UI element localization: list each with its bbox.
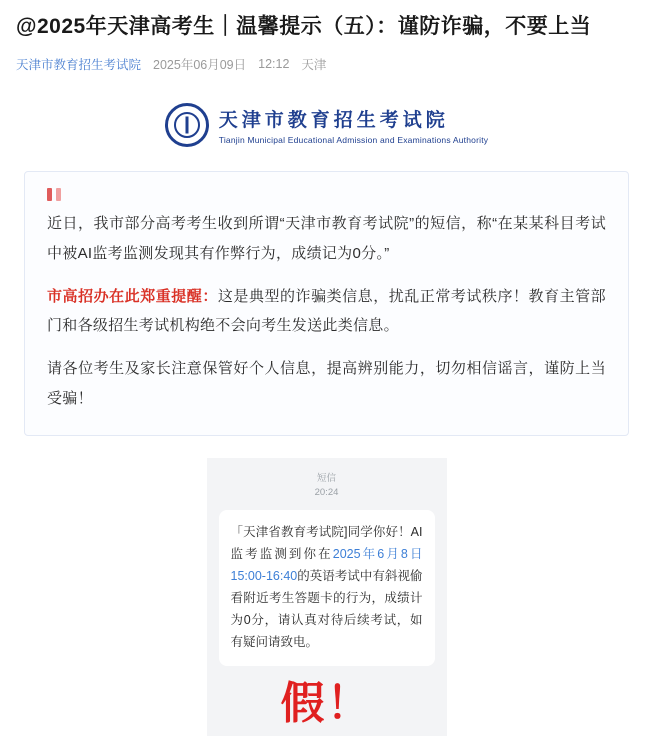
publish-date: 2025年06月09日 <box>153 58 247 73</box>
warning-text: 这是典型的诈骗类信息，扰乱正常考试秩序！教育主管部门和各级招生考试机构绝不会向考生发送此类信息。 <box>47 287 606 335</box>
seal-emblem-icon <box>165 103 209 147</box>
notice-paragraph-1: 近日，我市部分高考考生收到所谓“天津市教育考试院”的短信，称“在某某科目考试中被AI监考监测发现其有作弊行为，成绩记为0分。” <box>47 215 606 262</box>
publish-location: 天津 <box>301 58 327 73</box>
sms-message-bubble <box>219 510 435 665</box>
notice-paragraph-3: 请各位考生及家长注意保管好个人信息，提高辨别能力，切勿相信谣言，谨防上当受骗！ <box>47 360 606 407</box>
logo-text-block <box>219 105 488 145</box>
fake-stamp-label: 假！ <box>280 677 373 729</box>
sms-screenshot-wrap <box>14 458 639 736</box>
sms-header-time: 20:24 <box>314 487 339 499</box>
organization-logo <box>14 103 639 147</box>
sms-header <box>207 468 447 511</box>
sms-text-part1: 「天津省教育考试院]同学你好！AI监考监测到你在 <box>230 525 423 562</box>
sms-header-label: 短信 <box>316 472 336 484</box>
article-meta <box>14 41 639 73</box>
publish-time: 12:12 <box>258 57 290 72</box>
notice-paragraph-2 <box>47 282 606 341</box>
sms-screenshot <box>207 458 447 736</box>
source-link[interactable]: 天津市教育招生考试院 <box>16 58 142 73</box>
sms-highlight-datetime: 2025年6月8日15:00-16:40 <box>230 547 423 584</box>
logo-name-cn: 天津市教育招生考试院 <box>218 109 449 132</box>
warning-label: 市高招办在此郑重提醒： <box>47 287 218 305</box>
notice-card <box>24 171 629 436</box>
logo-name-en: Tianjin Municipal Educational Admission and Examinations Authority <box>218 135 489 146</box>
sms-text-part2: 的英语考试中有斜视偷看附近考生答题卡的行为，成绩计为0分，请认真对待后续考试，如有疑问请致电。 <box>230 569 423 649</box>
page-title: @2025年天津高考生｜温馨提示（五）：谨防诈骗，不要上当 <box>16 15 592 38</box>
quote-mark-icon <box>47 188 606 201</box>
